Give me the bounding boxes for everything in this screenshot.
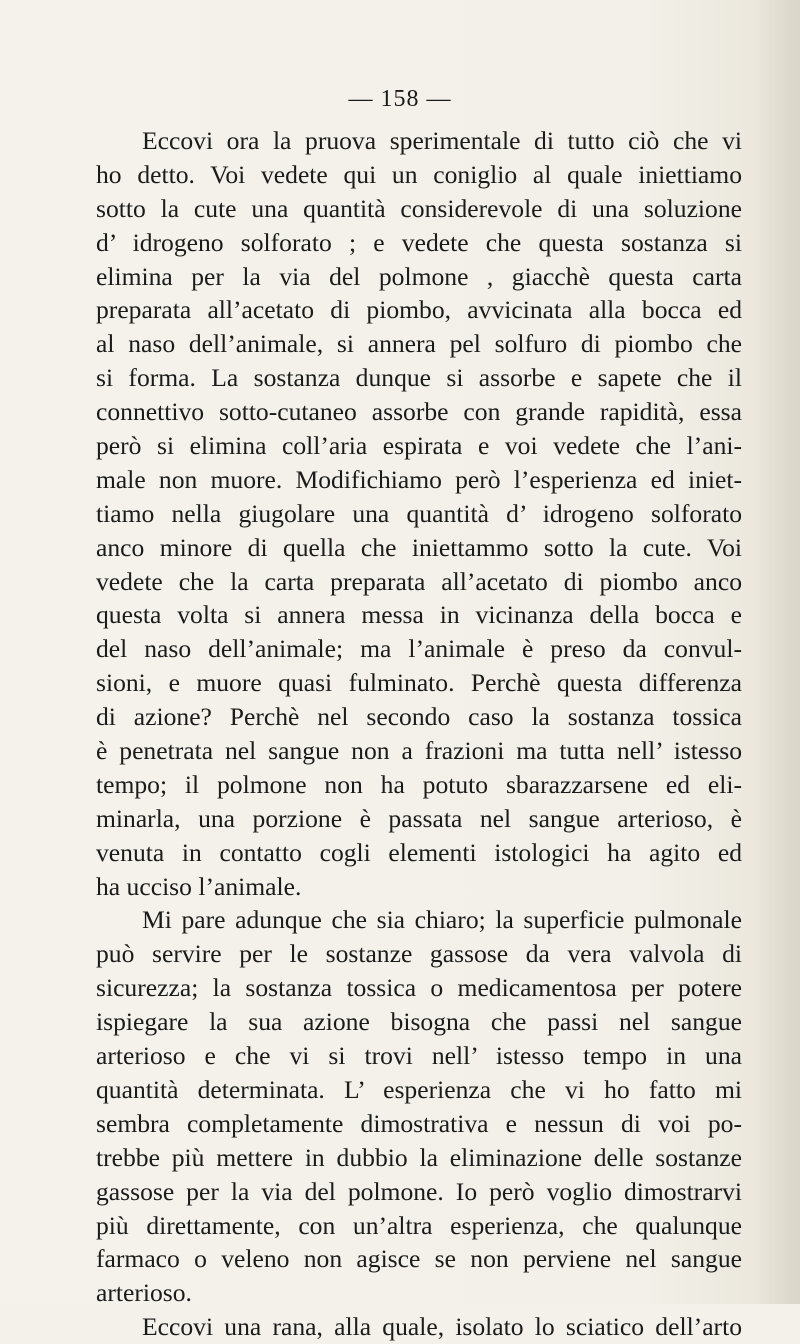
text-line: quantità determinata. L’ esperienza che vi ho fatto mi bbox=[96, 1074, 742, 1104]
text-line: gassose per la via del polmone. Io però voglio dimostrarvi bbox=[96, 1176, 742, 1206]
text-line: arterioso e che vi si trovi nell’ istesso tempo in una bbox=[96, 1041, 742, 1071]
text-line: male non muore. Modifichiamo però l’esperienza ed iniet- bbox=[96, 464, 742, 494]
text-line: minarla, una porzione è passata nel sangue arterioso, è bbox=[96, 803, 742, 833]
text-line: Eccovi ora la pruova sperimentale di tutto ciò che vi bbox=[142, 126, 742, 155]
text-line: arterioso. bbox=[96, 1278, 192, 1308]
text-line: farmaco o veleno non agisce se non perviene nel sangue bbox=[96, 1244, 742, 1274]
text-line: al naso dell’animale, si annera pel solfuro di piombo che bbox=[96, 329, 742, 359]
text-line: ispiegare la sua azione bisogna che passi nel sangue bbox=[96, 1007, 742, 1037]
body-text bbox=[96, 124, 742, 1344]
text-line: può servire per le sostanze gassose da vera valvola di bbox=[96, 939, 742, 969]
text-line: del naso dell’animale; ma l’animale è preso da convul- bbox=[96, 634, 742, 664]
text-line: questa volta si annera messa in vicinanza della bocca e bbox=[96, 600, 742, 630]
text-line: Mi pare adunque che sia chiaro; la superficie pulmonale bbox=[142, 905, 742, 935]
text-line: preparata all’acetato di piombo, avvicinata alla bocca ed bbox=[96, 295, 742, 325]
text-line: ho detto. Voi vedete qui un coniglio al quale iniettiamo bbox=[96, 159, 742, 189]
text-line: sicurezza; la sostanza tossica o medicamentosa per potere bbox=[96, 973, 742, 1003]
text-line: di azione? Perchè nel secondo caso la sostanza tossica bbox=[96, 702, 742, 732]
text-line: più direttamente, con un’altra esperienza, che qualunque bbox=[96, 1210, 742, 1240]
text-line: sotto la cute una quantità considerevole di una soluzione bbox=[96, 193, 742, 223]
text-line: tempo; il polmone non ha potuto sbarazzarsene ed eli- bbox=[96, 769, 742, 799]
text-line: però si elimina coll’aria espirata e voi vedete che l’ani- bbox=[96, 431, 742, 461]
text-line: ha ucciso l’animale. bbox=[96, 871, 302, 901]
text-line: d’ idrogeno solforato ; e vedete che questa sostanza si bbox=[96, 227, 742, 257]
text-line: elimina per la via del polmone , giacchè questa carta bbox=[96, 261, 742, 291]
text-line: connettivo sotto-cutaneo assorbe con grande rapidità, essa bbox=[96, 397, 742, 427]
text-line: vedete che la carta preparata all’acetato di piombo anco bbox=[96, 566, 742, 596]
text-line: Eccovi una rana, alla quale, isolato lo sciatico dell’arto bbox=[142, 1312, 742, 1342]
text-line: sembra completamente dimostrativa e nessun di voi po- bbox=[96, 1108, 742, 1138]
text-line: è penetrata nel sangue non a frazioni ma tutta nell’ istesso bbox=[96, 736, 742, 766]
text-line: sioni, e muore quasi fulminato. Perchè questa differenza bbox=[96, 668, 742, 698]
text-line: si forma. La sostanza dunque si assorbe e sapete che il bbox=[96, 363, 742, 393]
text-line: trebbe più mettere in dubbio la eliminazione delle sostanze bbox=[96, 1142, 742, 1172]
text-line: anco minore di quella che iniettammo sotto la cute. Voi bbox=[96, 532, 742, 562]
page-number: — 158 — bbox=[348, 86, 452, 112]
text-line: venuta in contatto cogli elementi istologici ha agito ed bbox=[96, 837, 742, 867]
text-line: tiamo nella giugolare una quantità d’ idrogeno solforato bbox=[96, 498, 742, 528]
